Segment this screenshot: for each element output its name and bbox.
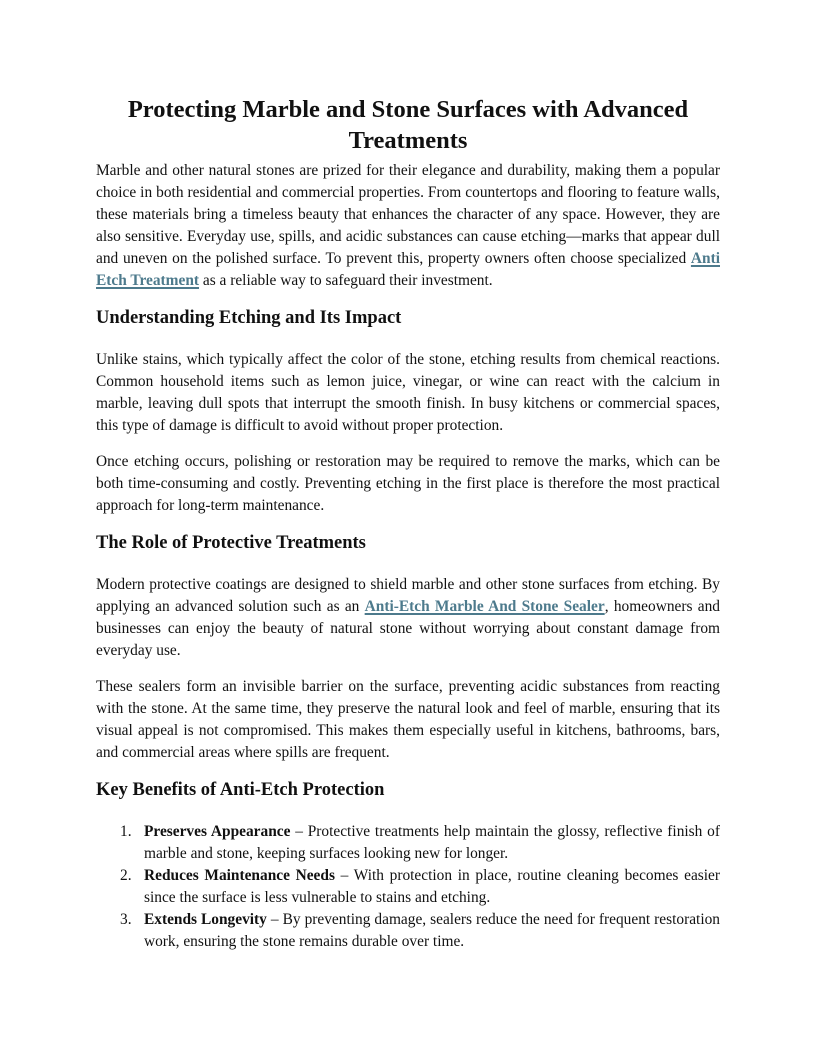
list-item: [120, 821, 720, 865]
section-heading-key-benefits: Key Benefits of Anti-Etch Protection: [96, 780, 385, 800]
protective-paragraph-2: These sealers form an invisible barrier on the surface, preventing acidic substances from reacting with the stone. At the same time, they preserve the natural look and feel of marble, ensuring that its visual appeal is not compromised. This makes them especially useful in kitchens, bathrooms, bars, and commercial areas where spills are frequent.: [96, 678, 720, 761]
list-number: 3.: [120, 911, 132, 928]
list-item-term: Preserves Appearance: [144, 823, 291, 840]
benefits-list: [96, 821, 720, 953]
list-item: [120, 909, 720, 953]
section-heading-protective-treatments: The Role of Protective Treatments: [96, 533, 366, 553]
list-item-text: – By preventing damage, sealers reduce the need for frequent restoration work, ensuring the stone remains durable over time.: [144, 911, 720, 950]
list-item-term: Extends Longevity: [144, 911, 267, 928]
document-page: [96, 94, 720, 953]
anti-etch-treatment-link[interactable]: Anti Etch Treatment: [96, 250, 720, 289]
intro-text-after-link: as a reliable way to safeguard their investment.: [199, 272, 493, 289]
list-item-term: Reduces Maintenance Needs: [144, 867, 335, 884]
document-title: Protecting Marble and Stone Surfaces with Advanced Treatments: [127, 96, 689, 154]
protective-text-before-link: Modern protective coatings are designed to shield marble and other stone surfaces from etching. By applying an advanced solution such as an: [96, 576, 720, 615]
list-item-text: – Protective treatments help maintain the glossy, reflective finish of marble and stone, keeping surfaces looking new for longer.: [144, 823, 720, 862]
list-item-text: – With protection in place, routine cleaning becomes easier since the surface is less vulnerable to stains and etching.: [144, 867, 720, 906]
list-number: 1.: [120, 823, 132, 840]
protective-paragraph-1: [96, 574, 720, 662]
intro-paragraph: [96, 160, 720, 292]
list-number: 2.: [120, 867, 132, 884]
etching-paragraph-1: Unlike stains, which typically affect the color of the stone, etching results from chemical reactions. Common household items such as lemon juice, vinegar, or wine can react with the calcium in marble, leaving dull spots that interrupt the smooth finish. In busy kitchens or commercial spaces, this type of damage is difficult to avoid without proper protection.: [96, 351, 720, 434]
list-item: [120, 865, 720, 909]
anti-etch-sealer-link[interactable]: Anti-Etch Marble And Stone Sealer: [364, 598, 605, 615]
protective-text-after-link: , homeowners and businesses can enjoy the beauty of natural stone without worrying about constant damage from everyday use.: [96, 598, 720, 659]
etching-paragraph-2: Once etching occurs, polishing or restoration may be required to remove the marks, which can be both time-consuming and costly. Preventing etching in the first place is therefore the most practical approach for long-term maintenance.: [96, 453, 720, 514]
intro-text-before-link: Marble and other natural stones are prized for their elegance and durability, making them a popular choice in both residential and commercial properties. From countertops and flooring to feature walls, these materials bring a timeless beauty that enhances the character of any space. However, they are also sensitive. Everyday use, spills, and acidic substances can cause etching—marks that appear dull and uneven on the polished surface. To prevent this, property owners often choose specialized: [96, 162, 720, 267]
section-heading-understanding-etching: Understanding Etching and Its Impact: [96, 308, 402, 328]
